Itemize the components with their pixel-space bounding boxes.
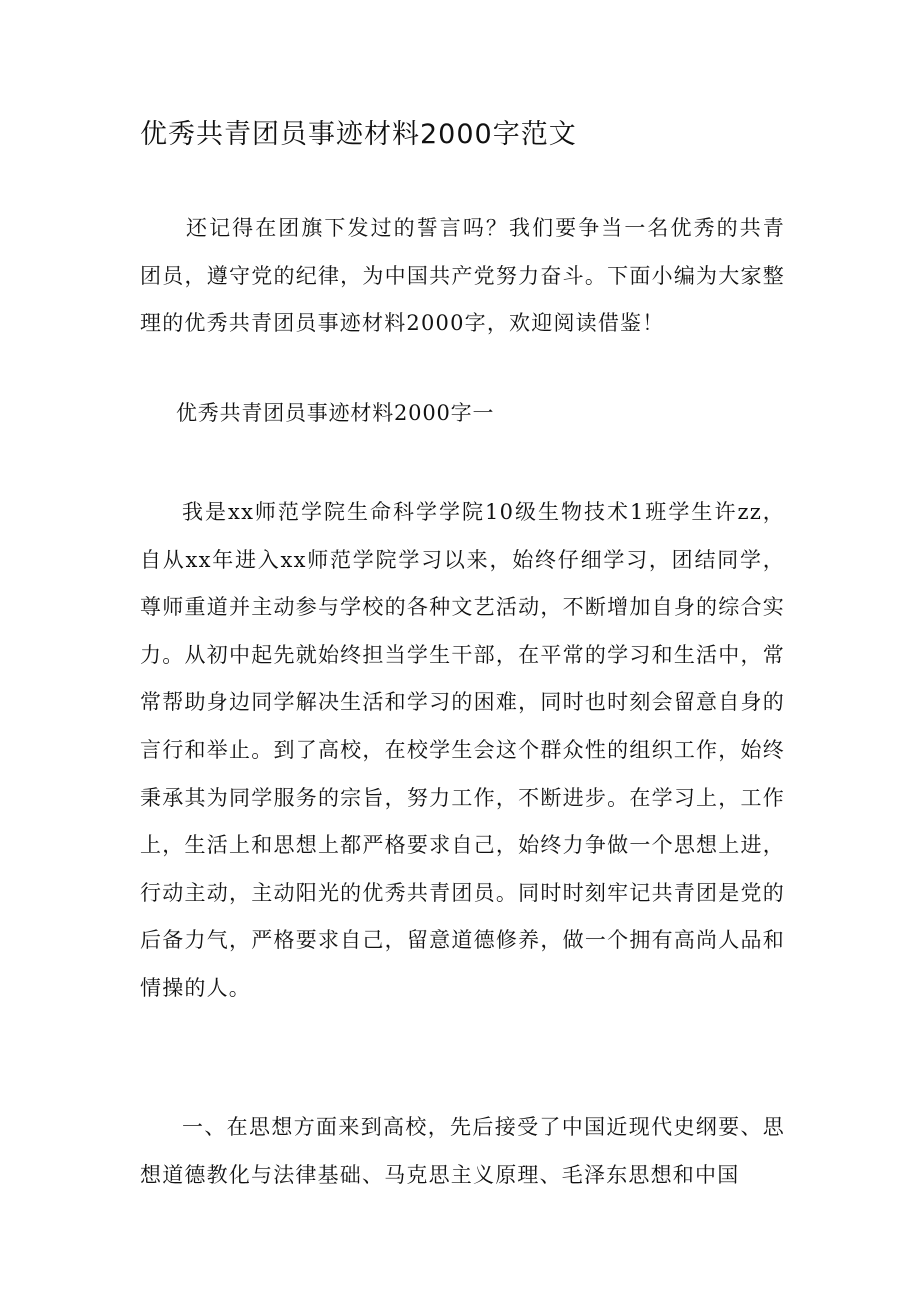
document-title: 优秀共青团员事迹材料2000字范文: [140, 119, 577, 150]
section-heading: 优秀共青团员事迹材料2000字一: [176, 401, 495, 425]
intro-paragraph: 还记得在团旗下发过的誓言吗？我们要争当一名优秀的共青团员，遵守党的纪律，为中国共产党努力奋斗。下面小编为大家整理的优秀共青团员事迹材料2000字，欢迎阅读借鉴！: [140, 216, 785, 336]
body-paragraph-1: 我是xx师范学院生命科学学院10级生物技术1班学生许zz，自从xx年进入xx师范学院学习以来，始终仔细学习，团结同学，尊师重道并主动参与学校的各种文艺活动，不断增加自身的综合实力。从初中起先就始终担当学生干部，在平常的学习和生活中，常常帮助身边同学解决生活和学习的困难，同时也时刻会留意自身的言行和举止。到了高校，在校学生会这个群众性的组织工作，始终秉承其为同学服务的宗旨，努力工作，不断进步。在学习上，工作上，生活上和思想上都严格要求自己，始终力争做一个思想上进，行动主动，主动阳光的优秀共青团员。同时时刻牢记共青团是党的后备力气，严格要求自己，留意道德修养，做一个拥有高尚人品和情操的人。: [140, 500, 785, 1000]
body-paragraph-2: 一、在思想方面来到高校，先后接受了中国近现代史纲要、思想道德教化与法律基础、马克思主义原理、毛泽东思想和中国: [140, 1115, 785, 1187]
